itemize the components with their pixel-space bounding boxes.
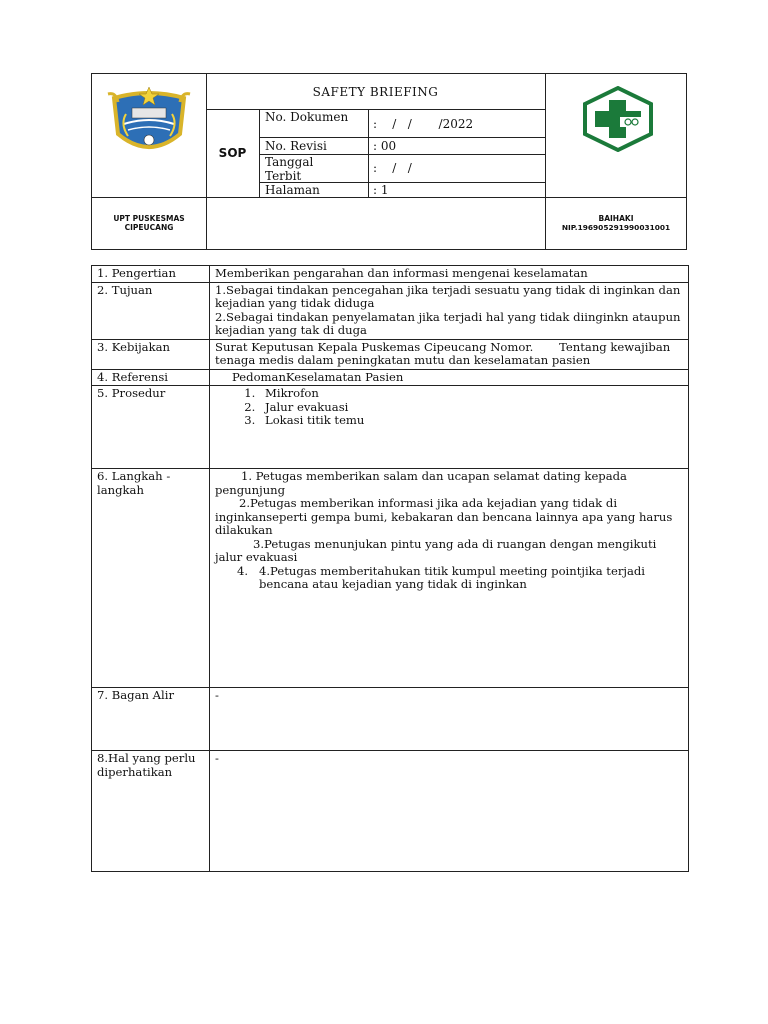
prosedur-item: 1. Mikrofon (259, 387, 683, 401)
prosedur-list (215, 387, 683, 428)
label-hal-perlu: 8.Hal yang perlu diperhatikan (92, 751, 210, 872)
sop-header (91, 73, 687, 250)
row-prosedur (92, 386, 689, 469)
field-label-no-revisi: No. Revisi (265, 139, 327, 153)
field-label-tanggal-terbit: Tanggal Terbit (265, 155, 314, 183)
signer-name: BAIHAKI (598, 214, 634, 223)
signer-nip: NIP.196905291990031001 (561, 223, 671, 232)
langkah-item-4 (215, 565, 683, 592)
field-value-halaman: : 1 (373, 183, 389, 197)
tujuan-item: 1.Sebagai tindakan pencegahan jika terjadi sesuatu yang tidak di inginkan dan kejadian yang tidak diduga (215, 282, 681, 310)
field-value-no-revisi: : 00 (373, 139, 397, 153)
sop-label: SOP (218, 146, 247, 160)
row-hal-perlu (92, 751, 689, 872)
organization-name-line1: UPT PUSKESMAS (113, 214, 185, 223)
langkah-number: 4. (237, 563, 249, 578)
label-langkah: 6. Langkah - langkah (92, 469, 210, 688)
regency-crest-logo (106, 84, 192, 160)
langkah-item: 2.Petugas memberikan informasi jika ada kejadian yang tidak di inginkanseperti gempa bumi, kebakaran dan bencana lainnya apa yang harus dilakukan (215, 496, 673, 537)
field-value-tanggal-terbit: : / / (373, 161, 412, 175)
tujuan-item: 2.Sebagai tindakan penyelamatan jika terjadi hal yang tidak diinginkn ataupun kejadian yang tak di duga (215, 309, 681, 337)
row-bagan-alir (92, 688, 689, 751)
content-hal-perlu: - (210, 751, 689, 872)
label-referensi: 4. Referensi (92, 369, 210, 386)
row-kebijakan (92, 339, 689, 369)
prosedur-item: 2. Jalur evakuasi (259, 401, 683, 415)
label-kebijakan: 3. Kebijakan (92, 339, 210, 369)
content-prosedur (210, 386, 689, 469)
langkah-item: 3.Petugas menunjukan pintu yang ada di ruangan dengan mengikuti jalur evakuasi (215, 536, 657, 564)
label-bagan-alir: 7. Bagan Alir (92, 688, 210, 751)
field-label-no-dokumen: No. Dokumen (265, 110, 349, 124)
content-pengertian: Memberikan pengarahan dan informasi mengenai keselamatan (210, 266, 689, 283)
field-label-halaman: Halaman (265, 183, 320, 197)
langkah-text: 4.Petugas memberitahukan titik kumpul meeting pointjika terjadi bencana atau kejadian yang tidak di inginkan (259, 563, 646, 591)
content-kebijakan: Surat Keputusan Kepala Puskemas Cipeucang Nomor. Tentang kewajiban tenaga medis dalam peningkatan mutu dan keselamatan pasien (210, 339, 689, 369)
organization-name-line2: CIPEUCANG (124, 223, 174, 232)
row-langkah (92, 469, 689, 688)
content-bagan-alir: - (210, 688, 689, 751)
content-referensi: PedomanKeselamatan Pasien (210, 369, 689, 386)
sop-content-table (91, 265, 689, 872)
content-langkah (210, 469, 689, 688)
content-tujuan (210, 282, 689, 339)
document-title: SAFETY BRIEFING (312, 85, 439, 99)
prosedur-item: 3. Lokasi titik temu (259, 414, 683, 428)
label-tujuan: 2. Tujuan (92, 282, 210, 339)
langkah-item: 1. Petugas memberikan salam dan ucapan selamat dating kepada pengunjung (215, 469, 627, 497)
field-value-no-dokumen: : / / /2022 (373, 117, 474, 131)
label-prosedur: 5. Prosedur (92, 386, 210, 469)
puskesmas-logo (581, 86, 655, 152)
row-tujuan (92, 282, 689, 339)
label-pengertian: 1. Pengertian (92, 266, 210, 283)
row-referensi (92, 369, 689, 386)
row-pengertian (92, 266, 689, 283)
